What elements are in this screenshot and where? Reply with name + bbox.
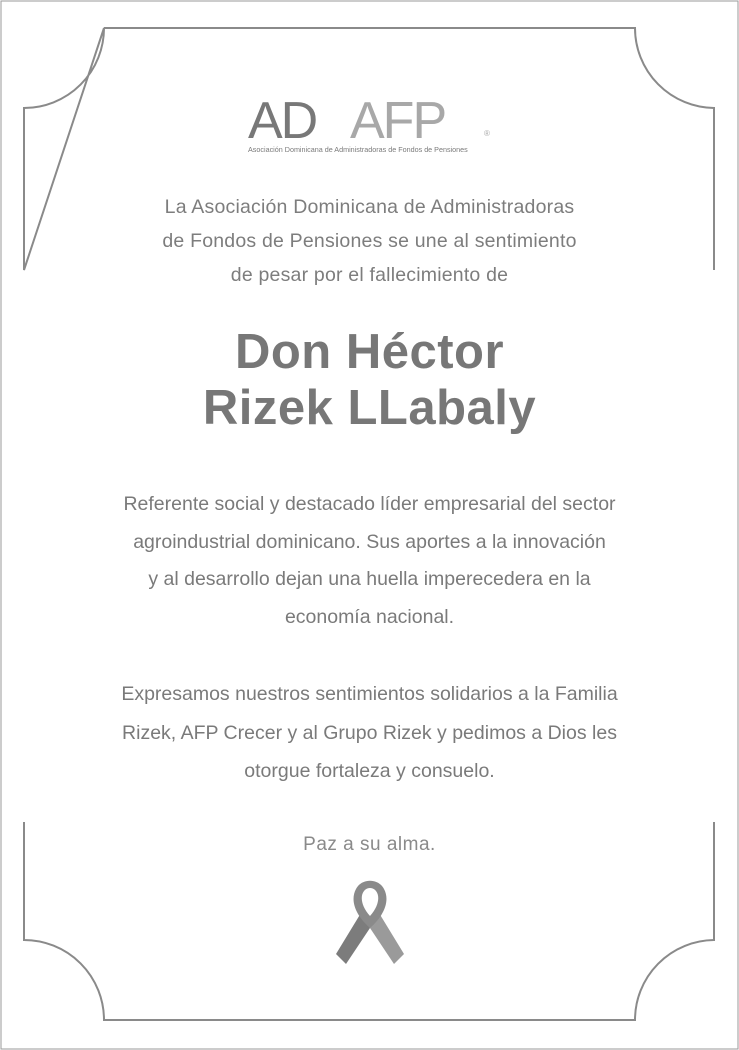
tribute-line: agroindustrial dominicano. Sus aportes a la innovación	[133, 530, 606, 553]
mourning-ribbon-icon	[330, 878, 410, 968]
intro-line: La Asociación Dominicana de Administradoras	[164, 196, 575, 218]
tribute-line: Referente social y destacado líder empresarial del sector	[123, 493, 616, 515]
deceased-name-line: Don Héctor	[234, 325, 505, 379]
logo-registered-mark: ®	[484, 129, 490, 138]
closing-line: Paz a su alma.	[303, 834, 436, 855]
adafp-logo	[0, 94, 739, 156]
condolences-line: otorgue fortaleza y consuelo.	[244, 760, 495, 782]
deceased-name-line: Rizek LLabaly	[202, 381, 537, 435]
condolences-line: Rizek, AFP Crecer y al Grupo Rizek y pedimos a Dios les	[122, 721, 617, 744]
intro-line: de pesar por el fallecimiento de	[230, 264, 509, 286]
logo-mark-ad: AD	[248, 94, 317, 150]
logo-tagline: Asociación Dominicana de Administradoras de Fondos de Pensiones	[248, 145, 468, 154]
condolences-line: Expresamos nuestros sentimientos solidarios a la Familia	[121, 683, 618, 705]
intro-paragraph	[60, 190, 679, 292]
deceased-name	[0, 324, 739, 436]
logo-mark-afp: AFP	[350, 94, 446, 150]
tribute-paragraph	[30, 486, 709, 636]
tribute-line: y al desarrollo dejan una huella imperecedera en la	[148, 568, 591, 590]
tribute-line: economía nacional.	[284, 605, 455, 628]
condolences-paragraph	[30, 675, 709, 791]
intro-line: de Fondos de Pensiones se une al sentimiento	[162, 230, 577, 252]
